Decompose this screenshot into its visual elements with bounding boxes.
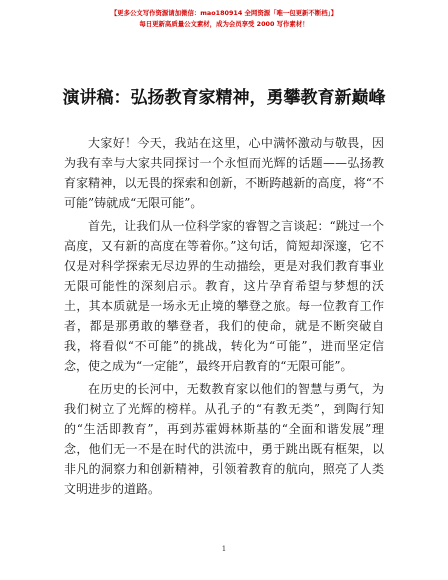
paragraph-1: 大家好！今天，我站在这里，心中满怀激动与敬畏，因为我有幸与大家共同探讨一个永恒而光辉的话题——弘扬教育家精神，以无畏的探索和创新，不断跨越新的高度，将“不可能”铸就成“无限可能”。 [64,136,384,210]
promo-banner-line-1: 【更多公文写作资源请加微信：mao180914 全网资源「唯一包更新不断档」】 [110,9,338,17]
promo-banner [0,8,448,30]
document-body [64,133,384,502]
paragraph-2: 首先，让我们从一位科学家的睿智之言谈起：“跳过一个高度，又有新的高度在等着你。”这句话，简短却深邃，它不仅是对科学探索无尽边界的生动描绘，更是对我们教育事业无限可能性的深刻启示。教育，这片孕育希望与梦想的沃土，其本质就是一场永无止境的攀登之旅。每一位教育工作者，都是那勇敢的攀登者，我们的使命，就是不断突破自我，将看似“不可能”的挑战，转化为“可能”，进而坚定信念，使之成为“一定能”，最终开启教育的“无限可能”。 [64,219,384,373]
promo-banner-line-2: 每日更新高质量公文素材，成为会员享受 2000 写作素材！ [139,20,309,28]
paragraph-3: 在历史的长河中，无数教育家以他们的智慧与勇气，为我们树立了光辉的榜样。从孔子的“有教无类”，到陶行知的“生活即教育”，再到苏霍姆林斯基的“全面和谐发展”理念，他们无一不是在时代的洪流中，勇于跳出既有框架，以非凡的洞察力和创新精神，引领着教育的航向，照亮了人类文明进步的道路。 [64,382,384,496]
page-number: 1 [221,545,227,553]
document-title: 演讲稿：弘扬教育家精神，勇攀教育新巅峰 [62,88,386,108]
